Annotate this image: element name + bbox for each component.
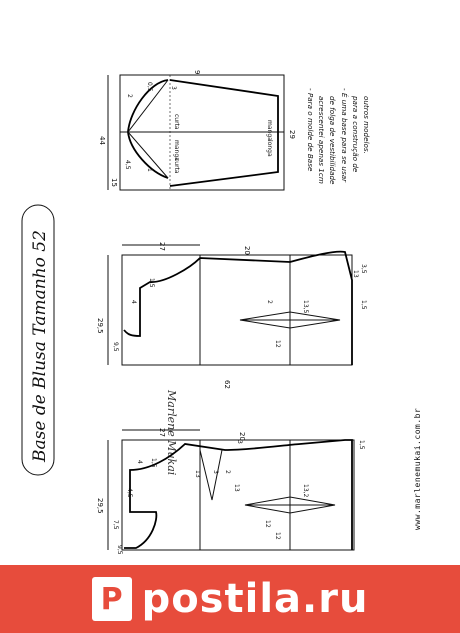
back-label-3-5: 3,5 [360,264,367,274]
note-line-4: - É uma base para se usar [340,88,349,183]
front-pattern [96,428,365,577]
sleeve-pattern [98,70,296,190]
watermark-logo [92,576,369,622]
front-label-7-5: 7,5 [112,520,119,530]
front-label-29-5: 29,5 [96,498,104,514]
label-1: 1 [146,168,153,172]
sleeve-cap-guides [128,80,168,178]
note-line-6: outros modelos. [362,96,371,154]
front-label-12: 12 [264,520,271,528]
watermark-banner [0,565,460,633]
title-group [22,205,54,475]
sleeve-cap-curve [128,80,168,178]
label-3: 3 [170,86,177,90]
front-label-4: 4 [136,460,143,464]
signature: Marlene Mukai [165,390,178,476]
label-curta: curta [173,114,180,130]
back-pattern [96,242,367,389]
front-label-20: 20 [238,432,246,441]
back-label-1-5b: 1,5 [360,300,367,310]
notes-block [306,88,371,185]
label-15: 15 [110,178,118,187]
website-url: www.marlenemukai.com.br [413,407,422,530]
note-line-3: de folga de vestibilidade [328,96,337,185]
label-44: 44 [98,136,106,145]
front-label-27: 27 [158,428,166,437]
back-label-29-5: 29,5 [96,318,104,334]
front-label-13: 13 [194,470,201,478]
front-shoulder-dart [200,450,222,500]
watermark-text: postila.ru [141,576,369,622]
back-outline [122,255,352,365]
back-label-12: 12 [274,340,281,348]
back-contour [124,252,352,365]
front-label-1-5: 1,5 [150,458,157,468]
label-4-5: 4,5 [124,160,131,170]
back-label-1-5: 1,5 [148,278,155,288]
label-manga-top: manga [266,120,273,141]
front-label-3b: 3 [236,440,243,444]
note-line-5: para a construção de [351,96,360,173]
label-longa: longa [266,140,273,157]
label-0-5: 0,5 [146,82,153,92]
back-label-20: 20 [243,246,251,255]
front-contour [124,440,352,550]
label-manga-bottom: manga [173,140,180,161]
front-label-12b: 12 [274,532,281,540]
watermark-logo-icon: P [92,577,132,621]
back-label-4: 4 [130,300,137,304]
label-2: 2 [126,94,133,98]
website-group [413,408,422,530]
back-label-27: 27 [158,242,166,251]
front-label-9-5: 9,5 [116,545,123,555]
label-curta-bottom: curta [173,158,180,174]
note-line-2: acrescentei apenas 1cm [317,96,326,184]
front-label-1-5b: 1,5 [358,440,365,450]
sleeve-taper [170,80,278,186]
back-label-2: 2 [266,300,273,304]
pattern-title: Base de Blusa Tamanho 52 [30,230,50,462]
back-label-13: 13 [352,270,359,278]
label-29: 29 [288,130,296,139]
back-label-9-5: 9,5 [112,342,119,352]
back-label-62: 62 [223,380,231,389]
front-label-13-2: 13,2 [302,484,309,498]
front-label-2: 2 [224,470,231,474]
front-label-13b: 13 [233,484,240,492]
front-label-3: 3 [212,470,219,474]
label-9: 9 [193,70,201,75]
note-line-1: - Para o molde de Base [306,88,315,172]
back-label-13-5: 13,5 [302,300,309,314]
front-label-4-5: 4,5 [126,488,133,498]
front-outline [122,440,354,550]
